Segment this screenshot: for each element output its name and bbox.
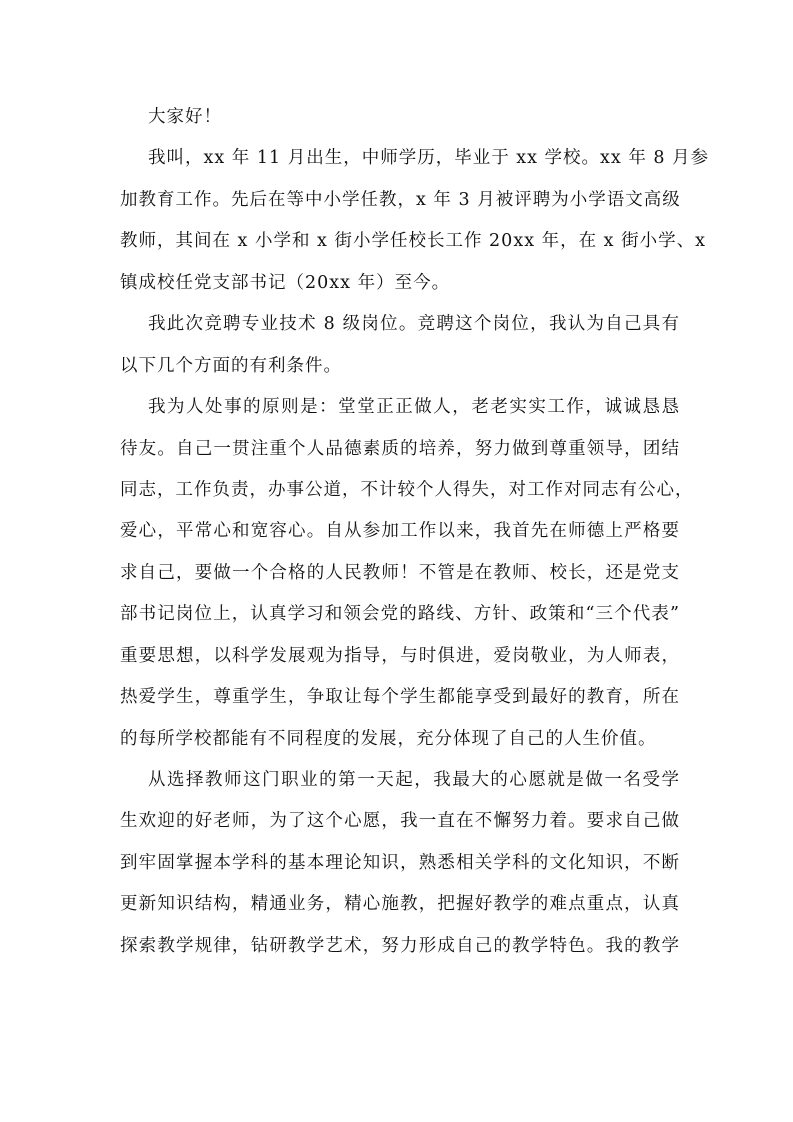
text-line: 爱心，平常心和宽容心。自从参加工作以来，我首先在师德上严格要 xyxy=(120,521,680,542)
text-line: 从选择教师这门职业的第一天起，我最大的心愿就是做一名受学 xyxy=(148,770,680,790)
text-line: 待友。自己一贯注重个人品德素质的培养，努力做到尊重领导，团结 xyxy=(120,438,680,459)
paragraph xyxy=(120,395,694,768)
text-line: 同志，工作负责，办事公道，不计较个人得失，对工作对同志有公心， xyxy=(120,479,694,500)
text-line: 我此次竞聘专业技术 8 级岗位。竞聘这个岗位，我认为自己具有 xyxy=(148,314,680,335)
text-line: 探索教学规律，钻研教学艺术，努力形成自己的教学特色。我的教学 xyxy=(120,935,680,956)
document-body xyxy=(120,105,710,975)
text-line: 镇成校任党支部书记（20xx 年）至今。 xyxy=(120,272,451,293)
text-line: 我为人处事的原则是：堂堂正正做人，老老实实工作，诚诚恳恳 xyxy=(148,397,680,418)
text-line: 部书记岗位上，认真学习和领会党的路线、方针、政策和“三个代表” xyxy=(120,604,680,625)
text-line: 大家好！ xyxy=(148,107,222,127)
text-line: 更新知识结构，精通业务，精心施教，把握好教学的难点重点，认真 xyxy=(120,894,680,915)
text-line: 以下几个方面的有利条件。 xyxy=(120,355,342,376)
text-line: 热爱学生，尊重学生，争取让每个学生都能享受到最好的教育，所在 xyxy=(120,687,680,708)
text-line: 到牢固掌握本学科的基本理论知识，熟悉相关学科的文化知识，不断 xyxy=(120,852,680,873)
text-line: 我叫，xx 年 11 月出生，中师学历，毕业于 xx 学校。xx 年 8 月参 xyxy=(148,148,710,169)
text-line: 的每所学校都能有不同程度的发展，充分体现了自己的人生价值。 xyxy=(120,728,657,749)
text-line: 求自己，要做一个合格的人民教师！不管是在教师、校长，还是党支 xyxy=(120,562,680,583)
text-line: 生欢迎的好老师，为了这个心愿，我一直在不懈努力着。要求自己做 xyxy=(120,811,680,832)
paragraph xyxy=(120,768,680,975)
text-line: 加教育工作。先后在等中小学任教，x 年 3 月被评聘为小学语文高级 xyxy=(120,189,681,210)
paragraph xyxy=(120,105,680,146)
text-line: 教师，其间在 x 小学和 x 街小学任校长工作 20xx 年，在 x 街小学、x xyxy=(120,231,706,252)
paragraph xyxy=(120,312,680,395)
paragraph xyxy=(120,146,710,312)
text-line: 重要思想，以科学发展观为指导，与时俱进，爱岗敬业，为人师表， xyxy=(120,645,680,666)
